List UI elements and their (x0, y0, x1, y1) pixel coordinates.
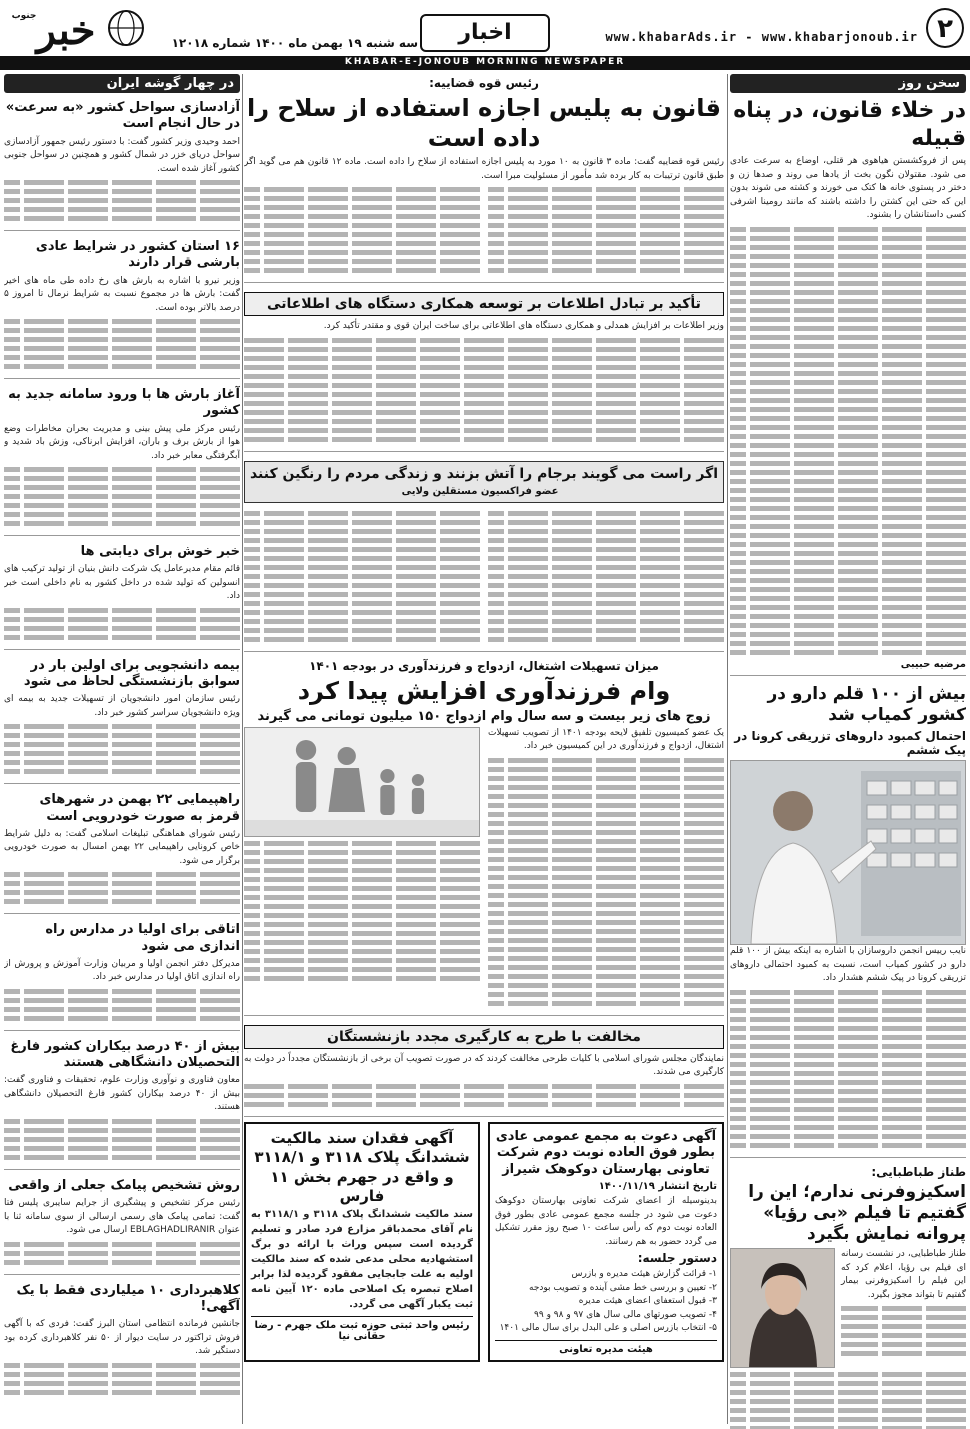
briefs-kicker: در چهار گوشه ایران (4, 74, 240, 93)
brief-item (4, 1175, 240, 1275)
brief-lead: جانشین فرمانده انتظامی استان البرز گفت: فردی که با آگهی فروش تراکتور در سایت دیوار از ۵۰ نفر کلاهبرداری کرده بود دستگیر شد. (4, 1319, 240, 1356)
loan-article (244, 657, 724, 1016)
brief-headline[interactable]: ۱۶ استان کشور در شرایط عادی بارشی قرار دارند (35, 239, 240, 271)
jcpoa-quote-headline[interactable] (244, 461, 724, 503)
editorial-headline[interactable]: در خلاء قانون، در پناه قبیله (733, 98, 966, 151)
globe-icon (8, 4, 148, 56)
brief-headline[interactable]: آزادسازی سواحل کشور «به سرعت» در حال انجام است (5, 100, 240, 132)
judiciary-headline[interactable]: قانون به پلیس اجازه استفاده از سلاح را داده است (247, 94, 721, 152)
actress-photo (730, 1248, 835, 1368)
jcpoa-kicker: عضو فراکسیون مستقلین ولایی (401, 485, 559, 497)
brief-lead: معاون فناوری و نوآوری وزارت علوم، تحقیقات و فناوری گفت: بیش از ۴۰ درصد بیکاران کشور فارغ التحصیلان دانشگاهی هستند. (4, 1075, 240, 1113)
site-url[interactable]: www.khabarAds.ir - www.khabarjonoub.ir (605, 30, 918, 44)
brief-item (4, 1280, 240, 1404)
brief-headline[interactable]: روش تشخیص پیامک جعلی از واقعی (8, 1177, 240, 1193)
brief-lead: مدیرکل دفتر انجمن اولیا و مربیان وزارت آموزش و پرورش از راه اندازی اتاق اولیا در مدارس خبر داد. (4, 958, 240, 983)
judiciary-lead: رئیس قوه قضاییه گفت: ماده ۳ قانون به ۱۰ مورد به پلیس اجازه استفاده از سلاح را داده است. ماده ۱۲ قانون هم می گوید اگر طبق قانون ترتیبات به کار برده شد مأمور از مسئولیت مبرا است. (244, 157, 724, 181)
agenda-item: ۱- قرائت گزارش هیئت مدیره و بازرس (571, 1269, 717, 1280)
loan-kicker: میزان تسهیلات اشتغال، ازدواج و فرزندآوری در بودجه ۱۴۰۱ (309, 658, 659, 673)
retirees-lead: نمایندگان مجلس شورای اسلامی با کلیات طرحی مخالفت کردند که در صورت تصویب آن برخی از بازنشستگان مجدداً در دولت به کارگیری می شدند. (244, 1053, 724, 1077)
editorial-article (730, 74, 966, 676)
brief-item (4, 97, 240, 231)
judiciary-article (244, 74, 724, 283)
jcpoa-quote: اگر راست می گویند برجام را آتش بزنند و زندگی مردم را رنگین کنند (249, 465, 719, 482)
judiciary-kicker: رئیس قوه قضاییه: (429, 76, 539, 90)
page-number: ۲ (926, 8, 964, 48)
retirees-headline[interactable]: مخالفت با طرح به کارگیری مجدد بازنشستگان (244, 1025, 724, 1049)
editorial-author: مرضیه حبیبی (900, 658, 966, 670)
brief-item (4, 1036, 240, 1170)
cooperative-ad-title: آگهی دعوت به مجمع عمومی عادی بطور فوق العاده نوبت دوم شرکت تعاونی بهارستان دوکوهک شیراز (495, 1128, 717, 1178)
deed-loss-ad-sign: رئیس واحد ثبتی حوزه ثبت ملک جهرم - رضا حقانی نیا (251, 1316, 473, 1342)
brief-lead: رئیس سازمان امور دانشجویان از تسهیلات جدید به بیمه ای ویژه دانشجویان سراسر کشور خبر داد. (4, 694, 240, 718)
drug-shortage-headline[interactable]: بیش از ۱۰۰ قلم دارو در کشور کمیاب شد (767, 683, 966, 725)
english-strip: KHABAR-E-JONOUB MORNING NEWSPAPER (0, 56, 970, 68)
agenda-item: ۲- تعیین و بررسی خط مشی آینده و تصویب بودجه (529, 1282, 717, 1293)
intelligence-article (244, 288, 724, 452)
middle-column (244, 74, 724, 1368)
cinema-headline[interactable]: اسکیزوفرنی ندارم؛ این را گفتیم تا فیلم «بی رؤیا» پروانه نمایش بگیرد (748, 1181, 966, 1244)
cooperative-ad-agenda-title: دستور جلسه: (637, 1251, 717, 1266)
brief-item (4, 236, 240, 379)
brief-item (4, 789, 240, 914)
retirees-article (244, 1021, 724, 1117)
brief-headline[interactable]: راهپیمایی ۲۲ بهمن در شهرهای قرمز به صورت خودرویی است (39, 792, 240, 824)
column-divider (727, 74, 728, 1424)
brief-lead: احمد وحیدی وزیر کشور گفت: با دستور رئیس جمهور آزادسازی سواحل دریای خزر در شمال کشور و همچنین در سواحل جنوبی کشور آغاز شده است. (4, 136, 240, 174)
drug-shortage-subhead: احتمال کمبود داروهای تزریقی کرونا در پیک ششم (734, 729, 966, 757)
brief-lead: قائم مقام مدیرعامل یک شرکت دانش بنیان از تولید ترکیب های انسولین که تولید شده در داخل کشور به نام داخلی است خبر داد. (4, 564, 240, 602)
family-illustration (244, 727, 480, 837)
brief-headline[interactable]: اتاقی برای اولیا در مدارس راه اندازی می شود (45, 922, 240, 954)
brief-item (4, 541, 240, 650)
drug-shortage-article (730, 681, 966, 1158)
loan-lead: یک عضو کمیسیون تلفیق لایحه بودجه ۱۴۰۱ از تصویب تسهیلات اشتغال، ازدواج و فرزندآوری در این کمیسیون خبر داد. (488, 727, 724, 751)
column-divider (242, 74, 243, 1424)
brief-item (4, 919, 240, 1031)
right-column (730, 74, 966, 1429)
deed-loss-ad-title: آگهی فقدان سند مالکیت ششدانگ پلاک ۳۱۱۸ و ۳۱۱۸/۱ و واقع در جهرم بخش ۱۱ فارس (254, 1128, 470, 1205)
agenda-item: ۵- انتخاب بازرس اصلی و علی البدل برای سال مالی ۱۴۰۱ (499, 1323, 717, 1334)
deed-loss-ad-body: سند مالکیت ششدانگ پلاک ۳۱۱۸ و ۳۱۱۸/۱ به نام آقای محمدباقر مزارع فرد صادر و تسلیم گردیده است سپس وراث با ارائه دو برگ استشهادیه محلی مدعی شده که سند مالکیت اولیه به علت جابجایی مفقود گردیده لذا برابر اصلاح تبصره یک اصلاحی ماده ۱۲۰ آیین نامه ثبت یکبار آگهی می گردد. (251, 1208, 473, 1310)
brief-headline[interactable]: بیش از ۴۰ درصد بیکاران کشور فارغ التحصیلان دانشگاهی هستند (10, 1038, 240, 1070)
intelligence-headline[interactable]: تأکید بر تبادل اطلاعات بر توسعه همکاری دستگاه های اطلاعاتی (244, 292, 724, 316)
loan-subhead: زوج های زیر بیست و سه سال وام ازدواج ۱۵۰ میلیون تومانی می گیرند (257, 708, 711, 724)
cooperative-ad-sign: هیئت مدیره تعاونی (495, 1340, 717, 1355)
cooperative-ad[interactable] (488, 1122, 724, 1362)
issue-info: سه شنبه ۱۹ بهمن ماه ۱۴۰۰ شماره ۱۲۰۱۸ (171, 36, 418, 50)
logo-sub: جنوب (11, 11, 37, 21)
section-title: اخبار (420, 14, 550, 52)
brief-item (4, 384, 240, 536)
brief-lead: رئیس مرکز ملی پیش بینی و مدیریت بحران مخاطرات وضع هوا از بارش برف و باران، افزایش ابرناکی، وزش باد شدید و آبگرفتگی معابر خبر داد. (4, 423, 240, 461)
pharmacist-photo (730, 760, 966, 945)
brief-headline[interactable]: خبر خوش برای دیابتی ها (80, 544, 240, 559)
newspaper-logo (8, 4, 148, 60)
left-column (4, 74, 240, 1409)
cooperative-ad-date: تاریخ انتشار ۱۴۰۰/۱۱/۱۹ (598, 1181, 717, 1193)
brief-headline[interactable]: بیمه دانشجویی برای اولین بار در سوابق بازنشستگی لحاظ می شود (23, 657, 240, 689)
cinema-lead: طناز طباطبایی، در نشست رسانه ای فیلم بی رؤیا، اعلام کرد که این فیلم را اسکیزوفرنی بیمار گفتیم تا بتواند مجوز بگیرد. (841, 1249, 966, 1300)
editorial-lead: پس از فروکشستن هیاهوی هر قتلی، اوضاع به سرعت عادی می شود. مقتولان نگون بخت از یادها می روند و صدها زن و دختر در پستوی خانه ها کتک می خورند و کشته می شوند بدون این که حتی این کشتن را داشته باشند که مانند رومینا اشرفی کسی داستانشان را بشنود. (730, 156, 966, 220)
ads-row (244, 1122, 724, 1368)
cinema-article (730, 1163, 966, 1429)
intelligence-lead: وزیر اطلاعات بر افزایش همدلی و همکاری دستگاه های اطلاعاتی برای ساخت ایران قوی و مقتدر تأکید کرد. (323, 321, 724, 331)
deed-loss-ad[interactable] (244, 1122, 480, 1362)
cooperative-ad-body: بدینوسیله از اعضای شرکت تعاونی بهارستان دوکوهک دعوت می شود در جلسه مجمع عمومی عادی بطور فوق العاده نوبت دوم که رأس ساعت ۱۰ صبح روز مقرر تشکیل می گردد حضور به هم رسانند. (495, 1196, 718, 1247)
brief-lead: رئیس شورای هماهنگی تبلیغات اسلامی گفت: به دلیل شرایط خاص کرونایی راهپیمایی ۲۲ بهمن امسال به صورت خودرویی برگزار می شود. (4, 828, 240, 866)
cinema-kicker: طناز طباطبایی: (871, 1164, 966, 1179)
agenda-item: ۳- قبول استعفای اعضای هیئت مدیره (578, 1296, 717, 1307)
masthead (0, 0, 970, 70)
drug-shortage-lead: نایب رییس انجمن داروسازان با اشاره به اینکه بیش از ۱۰۰ قلم دارو در کشور کمیاب است، نسبت به کمبود احتمالی داروهای تزریقی کرونا در پیک ششم هشدار داد. (730, 946, 966, 983)
agenda-item: ۴- تصویب صورتهای مالی سال های ۹۷ و ۹۸ و ۹۹ (534, 1309, 717, 1320)
logo-text: خبر (36, 7, 96, 54)
brief-lead: رئیس مرکز تشخیص و پیشگیری از جرایم سایبری پلیس فتا گفت: تمامی پیامک های رسمی ارسالی از سوی سامانه ثنا با عنوان EBLAGHADLIRANIR ارسال می شود. (4, 1198, 240, 1235)
jcpoa-article (244, 457, 724, 652)
loan-headline[interactable]: وام فرزندآوری افزایش پیدا کرد (297, 676, 671, 705)
brief-item (4, 655, 240, 785)
editorial-kicker: سخن روز (730, 74, 966, 93)
brief-headline[interactable]: کلاهبرداری ۱۰ میلیاردی فقط با یک آگهی! (16, 1282, 240, 1314)
brief-lead: وزیر نیرو با اشاره به بارش های رخ داده طی ماه های اخیر گفت: بارش ها در مجموع نسبت به شرایط نرمال تا امروز ۵ درصد بالاتر بوده است. (4, 275, 240, 313)
brief-headline[interactable]: آغاز بارش ها با ورود سامانه جدید به کشور (8, 387, 240, 419)
